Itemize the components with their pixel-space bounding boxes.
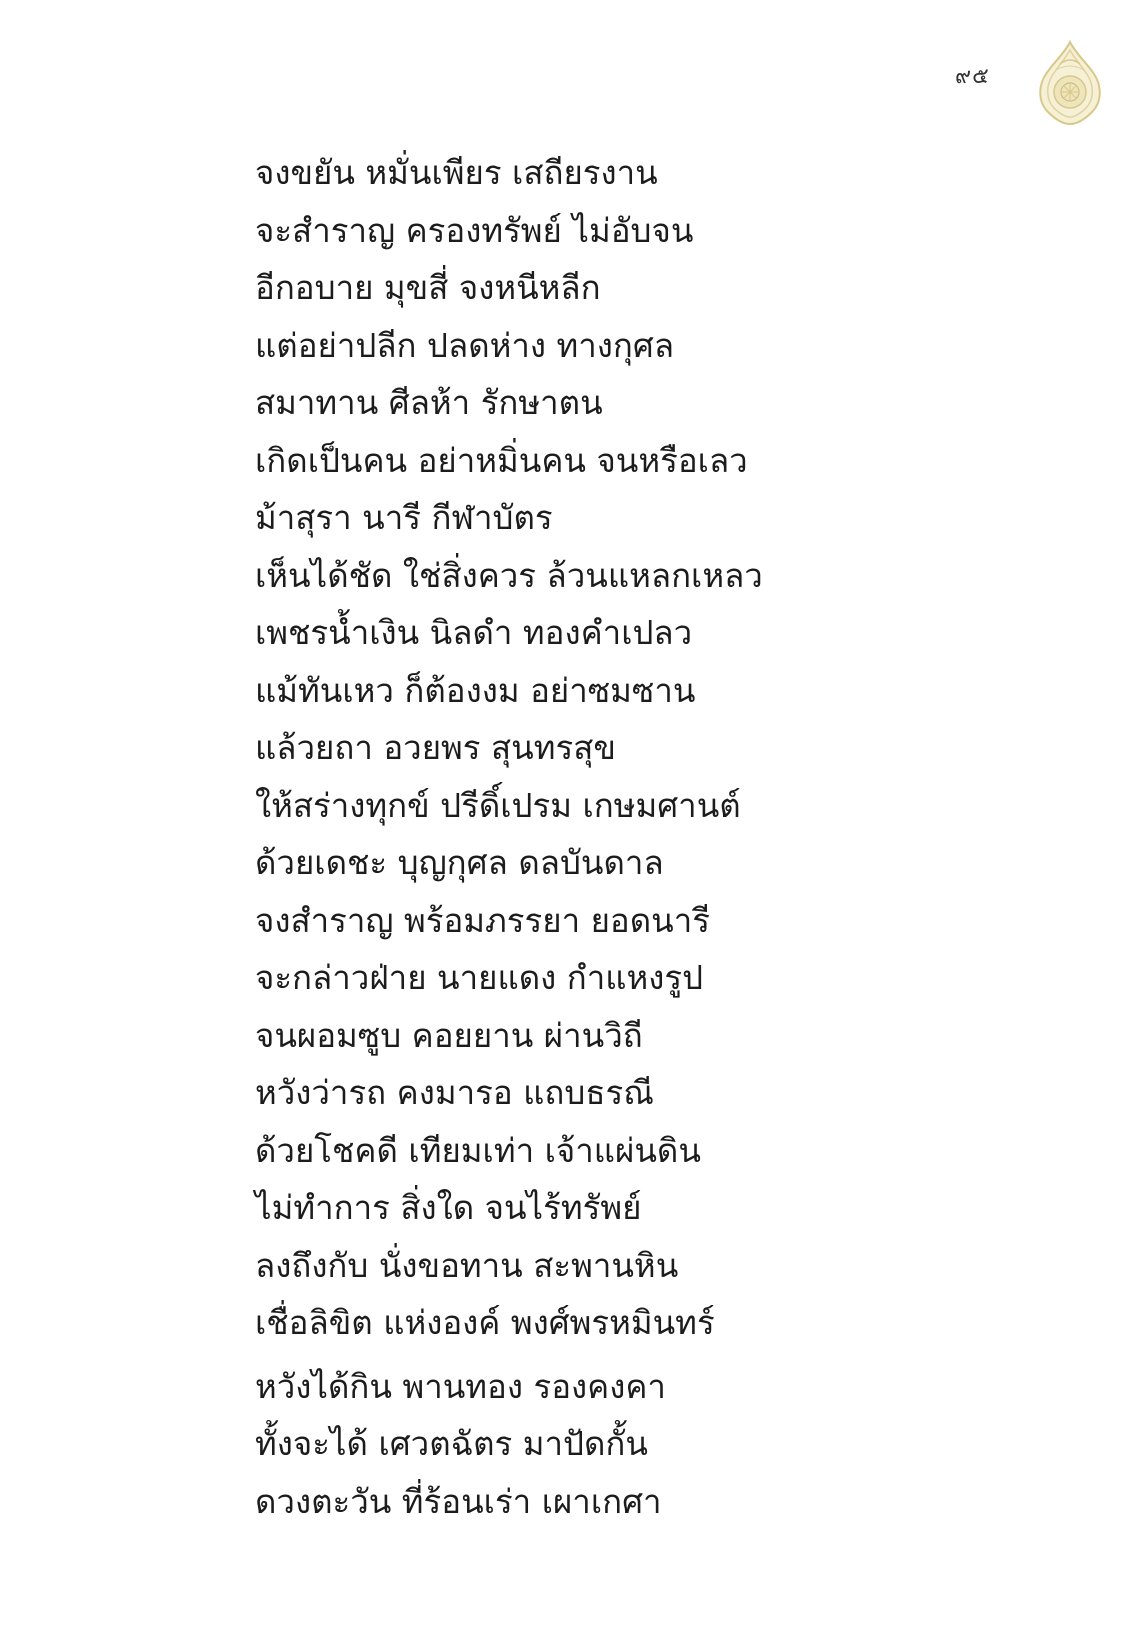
poem-line: เชื่อลิขิต แห่งองค์ พงศ์พรหมินทร์ (255, 1303, 715, 1342)
poem-line: จะสำราญ ครองทรัพย์ ไม่อับจน (255, 210, 694, 250)
poem-line: ด้วยโชคดี เทียมเท่า เจ้าแผ่นดิน (255, 1130, 701, 1170)
poem-text (255, 144, 1035, 1530)
poem-line: จงสำราญ พร้อมภรรยา ยอดนารี (255, 900, 710, 940)
poem-line: แม้ทันเหว ก็ต้องงม อย่าซมซาน (255, 670, 696, 710)
poem-line: เพชรน้ำเงิน นิลดำ ทองคำเปลว (255, 613, 693, 652)
poem-line: สมาทาน ศีลห้า รักษาตน (255, 383, 603, 422)
page-number: ๙๕ (955, 64, 990, 89)
buddhist-emblem-icon (1030, 40, 1110, 126)
poem-line: เห็นได้ชัด ใช่สิ่งควร ล้วนแหลกเหลว (255, 555, 763, 595)
poem-line: หวังว่ารถ คงมารอ แถบธรณี (255, 1073, 654, 1112)
poem-line: ลงถึงกับ นั่งขอทาน สะพานหิน (255, 1245, 679, 1285)
poem-line: ทั้งจะได้ เศวตฉัตร มาปัดกั้น (255, 1424, 648, 1463)
poem-line: อีกอบาย มุขสี่ จงหนีหลีก (255, 268, 601, 307)
poem-line: จงขยัน หมั่นเพียร เสถียรงาน (255, 153, 658, 192)
poem-line: ให้สร่างทุกข์ ปรีดิ์เปรม เกษมศานต์ (255, 785, 741, 825)
poem-line: จะกล่าวฝ่าย นายแดง กำแหงรูป (255, 958, 704, 997)
poem-line: ดวงตะวัน ที่ร้อนเร่า เผาเกศา (255, 1481, 662, 1521)
poem-line: จนผอมซูบ คอยยาน ผ่านวิถี (255, 1015, 643, 1055)
poem-line: หวังได้กิน พานทอง รองคงคา (255, 1366, 666, 1406)
poem-line: ด้วยเดชะ บุญกุศล ดลบันดาล (255, 843, 664, 882)
poem-line: ไม่ทำการ สิ่งใด จนไร้ทรัพย์ (255, 1188, 642, 1227)
poem-line: แต่อย่าปลีก ปลดห่าง ทางกุศล (255, 325, 675, 365)
poem-line: แล้วยถา อวยพร สุนทรสุข (255, 728, 616, 767)
poem-line: เกิดเป็นคน อย่าหมิ่นคน จนหรือเลว (255, 440, 748, 480)
poem-line: ม้าสุรา นารี กีฬาบัตร (255, 498, 553, 537)
